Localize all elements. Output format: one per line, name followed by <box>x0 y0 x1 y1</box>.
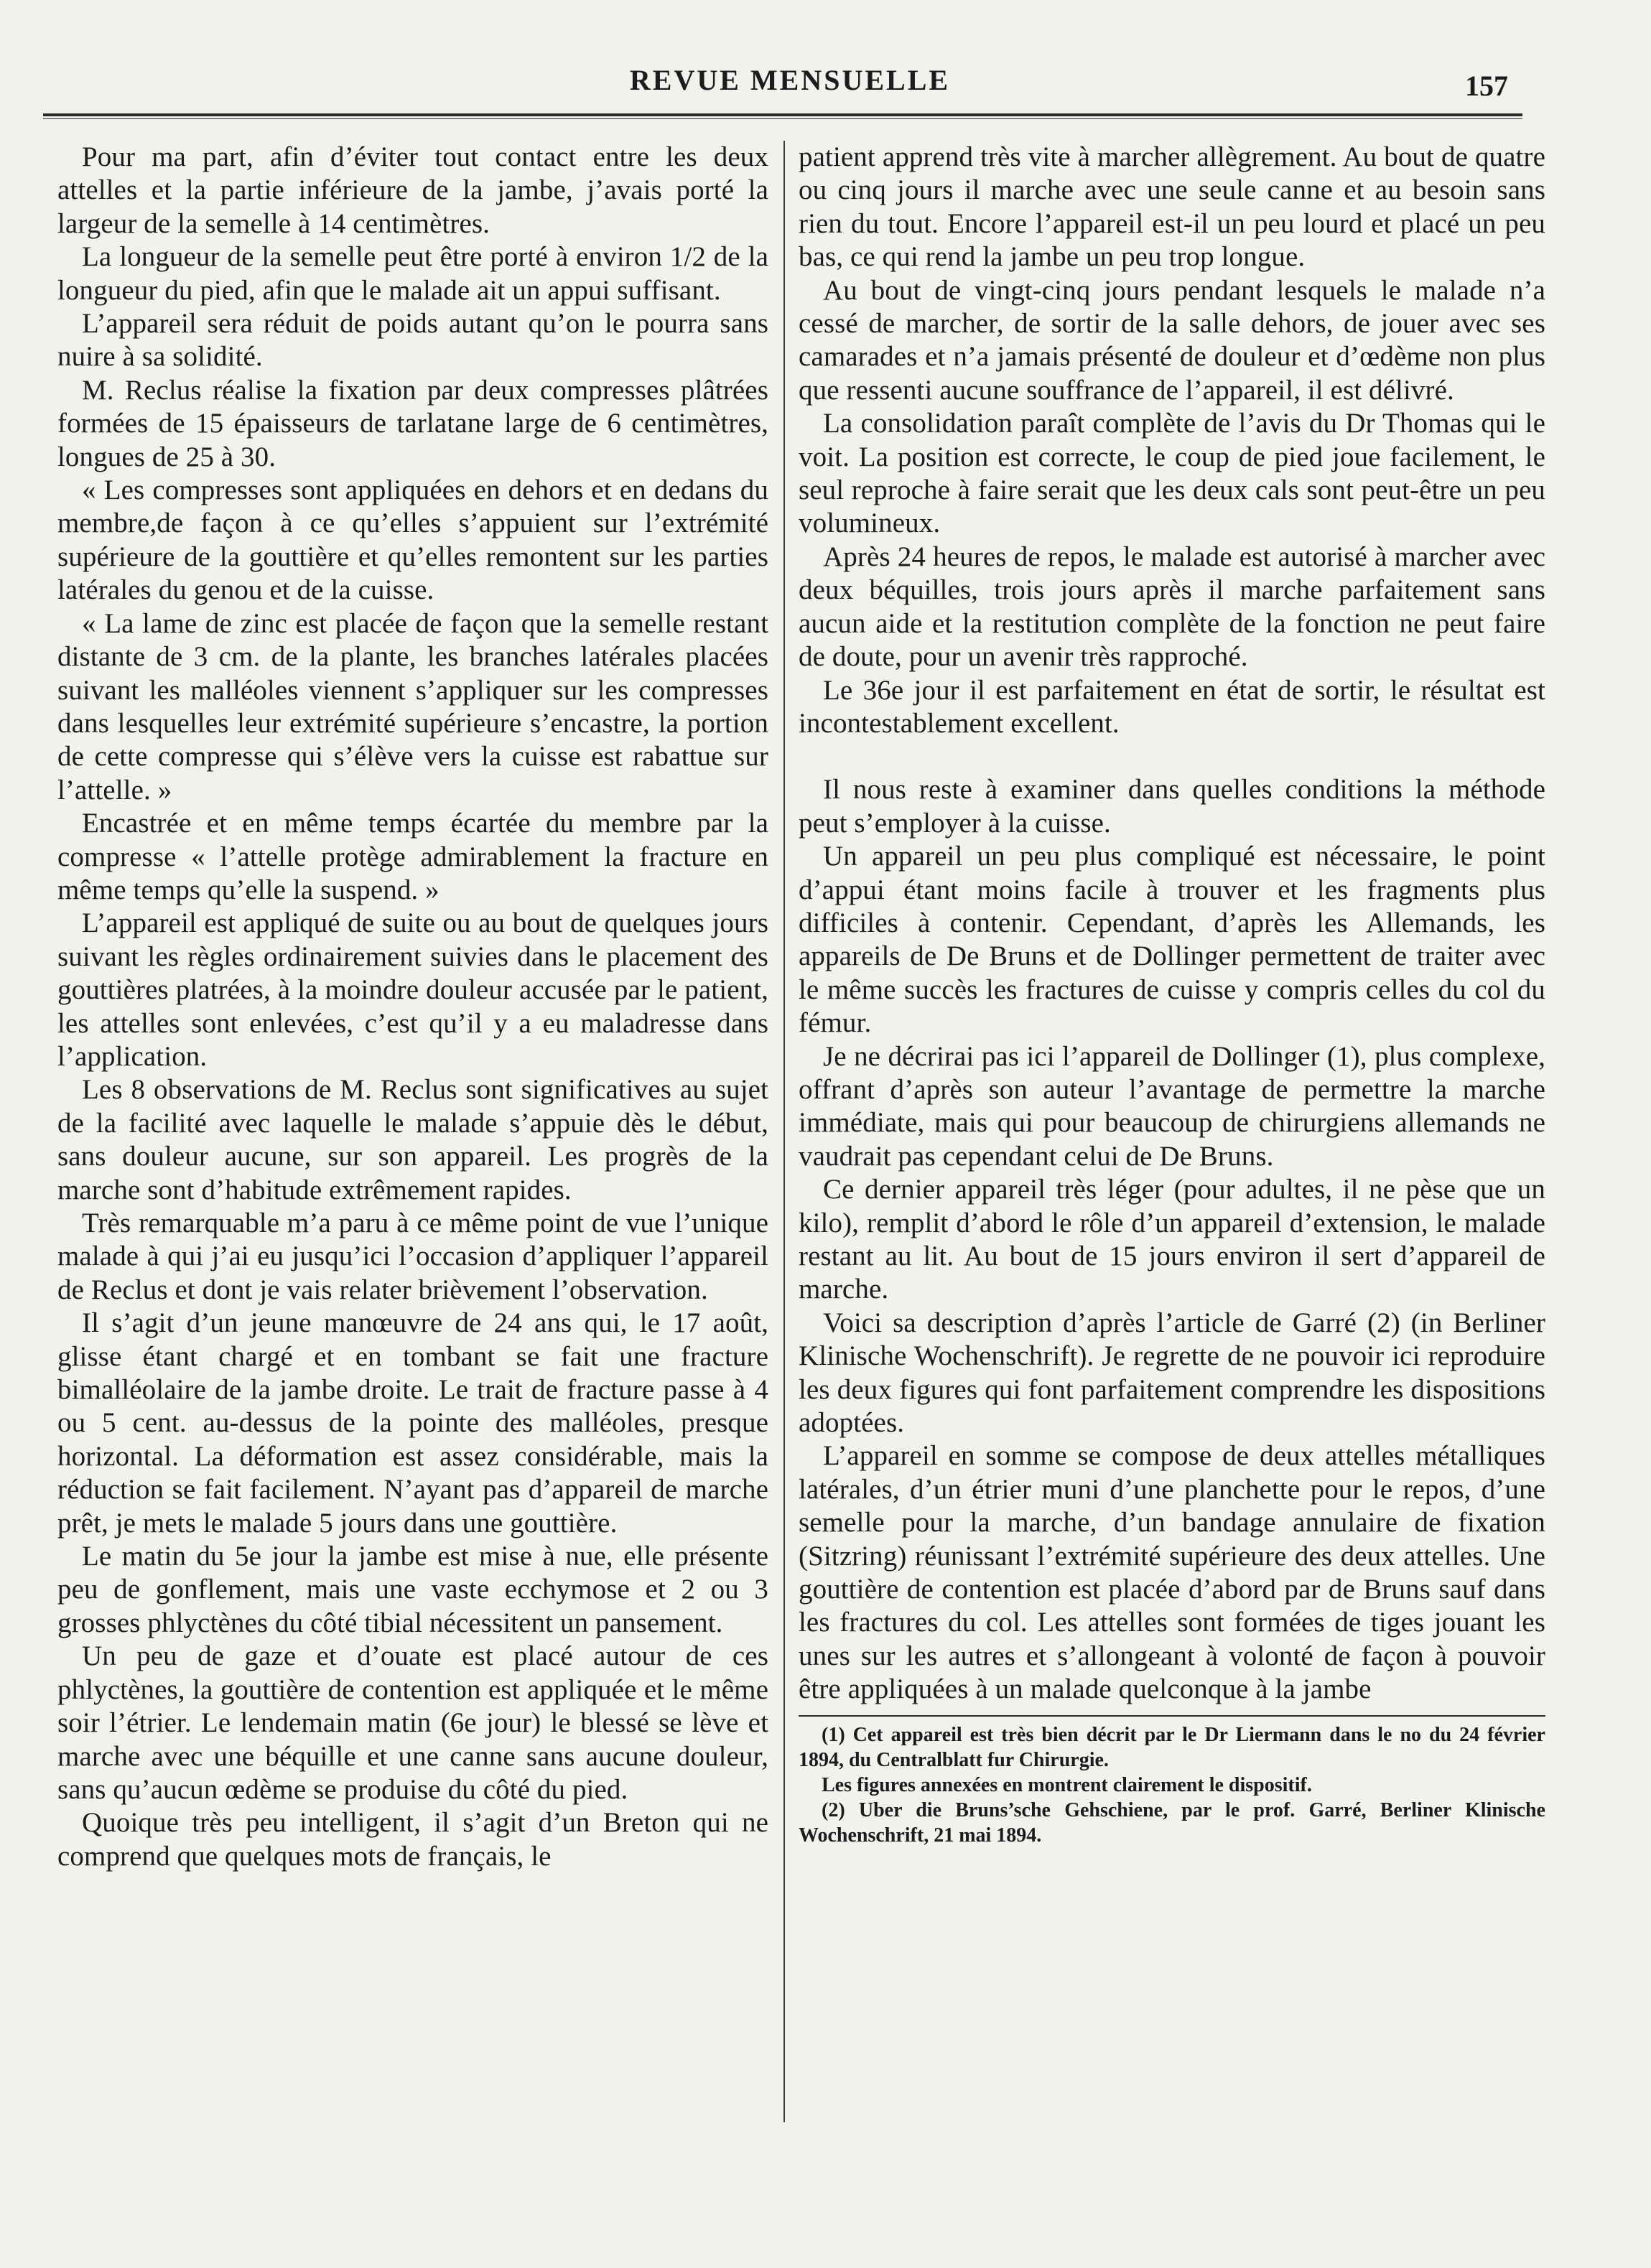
paragraph: L’appareil sera réduit de poids autant qu’on le pourra sans nuire à sa solidité. <box>57 308 768 373</box>
running-header <box>43 63 1537 106</box>
paragraph: Les 8 observations de M. Reclus sont significatives au sujet de la facilité avec laquelle le malade s’appuie dès le début, sans douleur aucune, sur son appareil. Les progrès de la marche sont d’habitude extrêmement rapides. <box>57 1074 768 1205</box>
paragraph: Encastrée et en même temps écartée du membre par la compresse « l’attelle protège admirablement la fracture en même temps qu’elle la suspend. » <box>57 808 768 905</box>
section-gap <box>799 740 1545 773</box>
paragraph: Je ne décrirai pas ici l’appareil de Dollinger (1), plus complexe, offrant d’après son auteur l’avantage de permettre la marche immédiate, mais qui pour beaucoup de chirurgiens allemands ne vaudrait pas cependant celui de De Bruns. <box>799 1040 1545 1172</box>
left-column <box>57 141 768 1873</box>
paragraph: M. Reclus réalise la fixation par deux compresses plâtrées formées de 15 épaisseurs de tarlatane large de 6 centimètres, longues de 25 à 30. <box>57 374 768 472</box>
header-rule <box>43 113 1522 119</box>
paragraph: Un appareil un peu plus compliqué est nécessaire, le point d’appui étant moins facile à trouver et les fragments plus difficiles à contenir. Cependant, d’après les Allemands, les appareils de De Bruns et de Dollinger permettent de traiter avec le même succès les fractures de cuisse y compris celles du col du fémur. <box>799 841 1545 1039</box>
paragraph: Le matin du 5e jour la jambe est mise à nue, elle présente peu de gonflement, mais une vaste ecchymose et 2 ou 3 grosses phlyctènes du côté tibial nécessitent un pansement. <box>57 1541 768 1638</box>
footnote: (2) Uber die Bruns’sche Gehschiene, par le prof. Garré, Berliner Klinische Wochenschrift, 21 mai 1894. <box>799 1798 1545 1847</box>
paragraph: L’appareil est appliqué de suite ou au bout de quelques jours suivant les règles ordinairement suivies dans le placement des gouttières platrées, à la moindre douleur accusée par le patient, les attelles sont enlevées, c’est qu’il y a eu maladresse dans l’application. <box>57 907 768 1072</box>
paragraph: Un peu de gaze et d’ouate est placé autour de ces phlyctènes, la gouttière de contention est appliquée et le même soir l’étrier. Le lendemain matin (6e jour) le blessé se lève et marche avec une béquille et une canne sans aucune douleur, sans qu’aucun œdème se produise du côté du pied. <box>57 1641 768 1805</box>
journal-title: REVUE MENSUELLE <box>629 64 951 96</box>
paragraph: Il nous reste à examiner dans quelles conditions la méthode peut s’employer à la cuisse. <box>799 774 1545 839</box>
paragraph: Ce dernier appareil très léger (pour adultes, il ne pèse que un kilo), remplit d’abord le rôle d’un appareil d’extension, le malade restant au lit. Au bout de 15 jours environ il sert d’appareil de marche. <box>799 1174 1545 1305</box>
paragraph: L’appareil en somme se compose de deux attelles métalliques latérales, d’un étrier muni d’une planchette pour le repos, d’une semelle pour la marche, d’un bandage annulaire de fixation (Sitzring) réunissant l’extrémité supérieure des deux attelles. Une gouttière de contention est placée d’abord par de Bruns sauf dans les fractures du col. Les attelles sont formées de tiges jouant les unes sur les autres et s’allongeant à volonté de façon à pouvoir être appliquées à un malade quelconque à la jambe <box>799 1440 1545 1705</box>
paragraph: « La lame de zinc est placée de façon que la semelle restant distante de 3 cm. de la plante, les branches latérales placées suivant les malléoles viennent s’appliquer sur les compresses dans lesquelles leur extrémité supérieure s’encastre, la portion de cette compresse qui s’élève vers la cuisse est rabattue sur l’attelle. » <box>57 607 768 806</box>
page-number: 157 <box>1465 70 1508 102</box>
paragraph: La consolidation paraît complète de l’avis du Dr Thomas qui le voit. La position est correcte, le coup de pied joue facilement, le seul reproche à faire serait que les deux cals sont peut-être un peu volumineux. <box>799 408 1545 539</box>
footnotes <box>799 1715 1545 1848</box>
paragraph: Au bout de vingt-cinq jours pendant lesquels le malade n’a cessé de marcher, de sortir de la salle dehors, de jouer avec ses camarades et n’a jamais présenté de douleur et d’œdème non plus que ressenti aucune souffrance de l’appareil, il est délivré. <box>799 274 1545 406</box>
paragraph: Le 36e jour il est parfaitement en état de sortir, le résultat est incontestablement excellent. <box>799 674 1545 739</box>
footnote: Les figures annexées en montrent clairement le dispositif. <box>822 1773 1312 1796</box>
paragraph: patient apprend très vite à marcher allègrement. Au bout de quatre ou cinq jours il marche avec une seule canne et au besoin sans rien du tout. Encore l’appareil est-il un peu lourd et placé un peu bas, ce qui rend la jambe un peu trop longue. <box>799 141 1545 273</box>
paragraph: Il s’agit d’un jeune manœuvre de 24 ans qui, le 17 août, glisse étant chargé et en tombant se fait une fracture bimalléolaire de la jambe droite. Le trait de fracture passe à 4 ou 5 cent. au-dessus de la pointe des malléoles, presque horizontal. La déformation est assez considérable, mais la réduction se fait facilement. N’ayant pas d’appareil de marche prêt, je mets le malade 5 jours dans une gouttière. <box>57 1307 768 1539</box>
paragraph: Quoique très peu intelligent, il s’agit d’un Breton qui ne comprend que quelques mots de français, le <box>57 1807 768 1872</box>
paragraph: « Les compresses sont appliquées en dehors et en dedans du membre,de façon à ce qu’elles s’appuient sur l’extrémité supérieure de la gouttière et qu’elles remontent sur les parties latérales du genou et de la cuisse. <box>57 475 768 606</box>
paragraph: Très remarquable m’a paru à ce même point de vue l’unique malade à qui j’ai eu jusqu’ici l’occasion d’appliquer l’appareil de Reclus et dont je vais relater brièvement l’observation. <box>57 1208 768 1305</box>
paragraph: Voici sa description d’après l’article de Garré (2) (in Berliner Klinische Wochenschrift). Je regrette de ne pouvoir ici reproduire les deux figures qui font parfaitement comprendre les dispositions adoptées. <box>799 1307 1545 1439</box>
paragraph: Pour ma part, afin d’éviter tout contact entre les deux attelles et la partie inférieure de la jambe, j’avais porté la largeur de la semelle à 14 centimètres. <box>57 141 768 239</box>
right-column <box>799 141 1545 1848</box>
paragraph: La longueur de la semelle peut être porté à environ 1/2 de la longueur du pied, afin que le malade ait un appui suffisant. <box>57 241 768 306</box>
footnote: (1) Cet appareil est très bien décrit par le Dr Liermann dans le no du 24 février 1894, du Centralblatt fur Chirurgie. <box>799 1723 1545 1771</box>
paragraph: Après 24 heures de repos, le malade est autorisé à marcher avec deux béquilles, trois jours après il marche parfaitement sans aucun aide et la restitution complète de la fonction ne peut faire de doute, pour un avenir très rapproché. <box>799 541 1545 673</box>
column-divider <box>783 141 785 2122</box>
